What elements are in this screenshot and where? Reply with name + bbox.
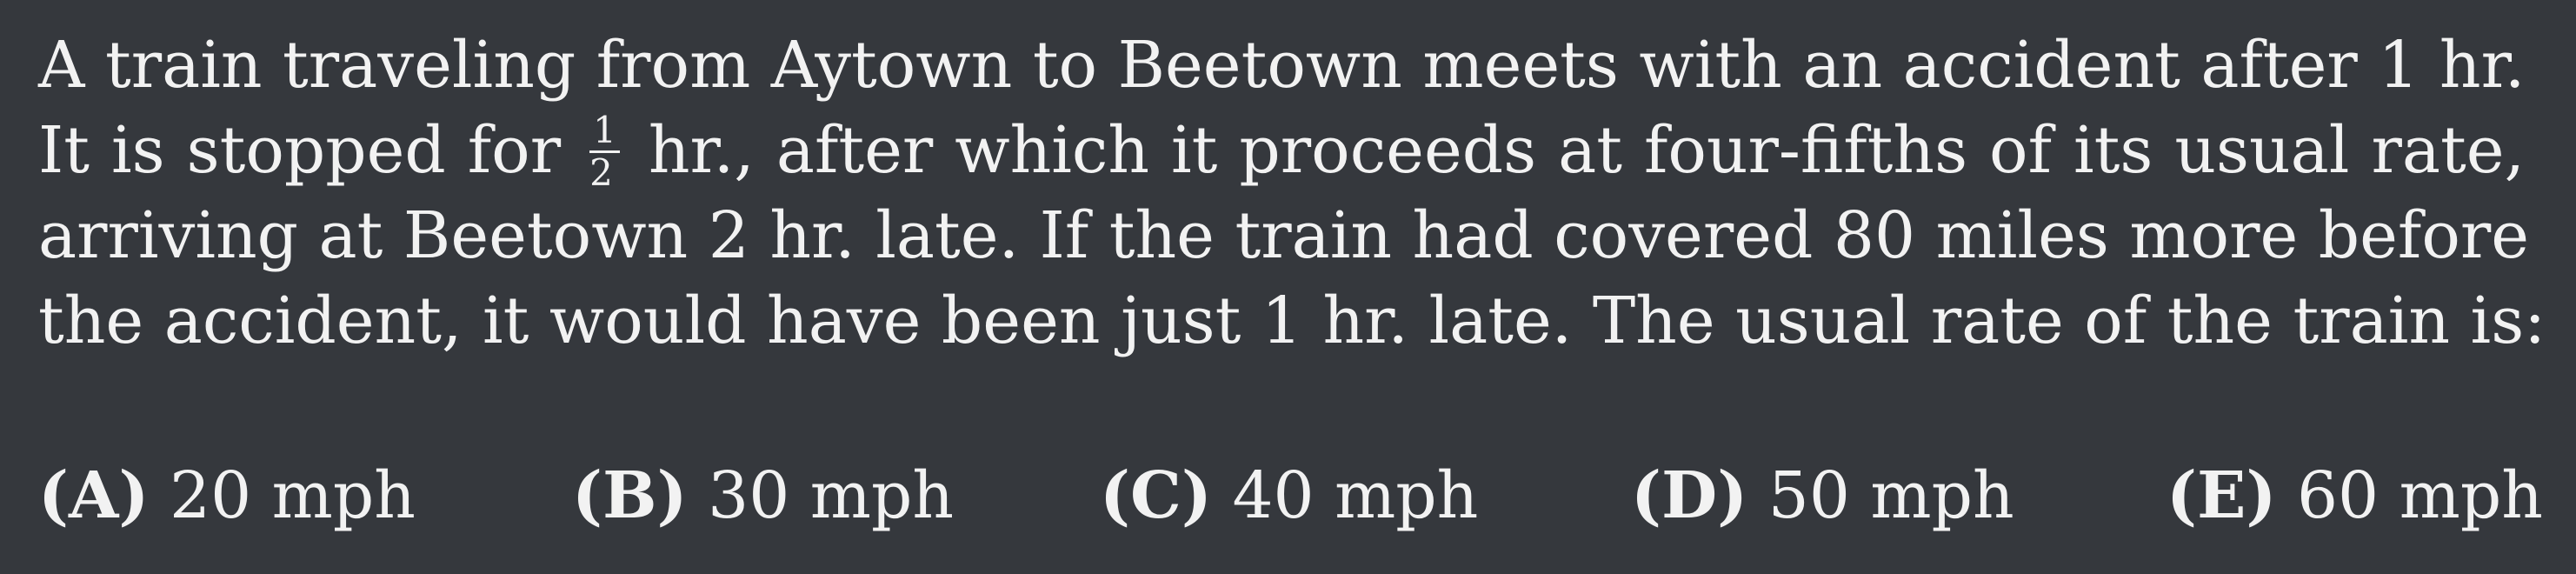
choice-c-label: (C) <box>1100 458 1212 533</box>
answer-choices <box>38 452 2542 539</box>
problem-line-2-end: hr., after which it proceeds at four-fifths of its usual rate, <box>648 113 2526 188</box>
problem-line-3: arriving at Beetown 2 hr. late. If the train had covered 80 miles more before <box>38 198 2530 273</box>
fraction-denominator: 2 <box>589 151 613 195</box>
choice-d-label: (D) <box>1631 458 1748 533</box>
choice-c-text: 40 mph <box>1232 458 1479 533</box>
choice-a-text: 20 mph <box>169 458 416 533</box>
problem-line-2-start: It is stopped for <box>38 113 562 188</box>
problem-line-2 <box>38 108 2525 193</box>
choice-d[interactable] <box>1631 452 2014 539</box>
problem-statement <box>38 23 2546 364</box>
fraction-one-half <box>589 109 620 195</box>
choice-b-label: (B) <box>572 458 688 533</box>
choice-c[interactable] <box>1100 452 1478 539</box>
choice-e-text: 60 mph <box>2296 458 2543 533</box>
problem-line-4: the accident, it would have been just 1 hr. late. The usual rate of the train is: <box>38 284 2546 358</box>
choice-b-text: 30 mph <box>708 458 954 533</box>
fraction-numerator: 1 <box>589 112 620 153</box>
problem-line-1: A train traveling from Aytown to Beetown meets with an accident after 1 hr. <box>38 28 2526 103</box>
choice-d-text: 50 mph <box>1767 458 2014 533</box>
choice-a-label: (A) <box>38 458 150 533</box>
choice-e-label: (E) <box>2167 458 2277 533</box>
choice-e[interactable] <box>2167 452 2543 539</box>
choice-b[interactable] <box>572 452 954 539</box>
choice-a[interactable] <box>38 452 416 539</box>
